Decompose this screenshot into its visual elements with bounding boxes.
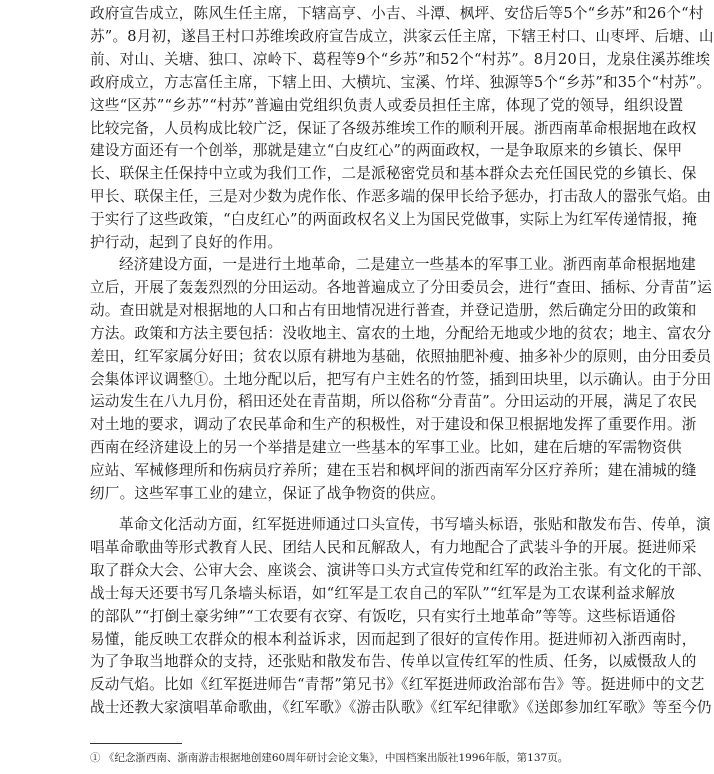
footnote: ① 《纪念浙西南、浙南游击根据地创建60周年研讨会论文集》，中国档案出版社1996年版，第137页。 [90,752,569,764]
paragraph-line: 护行动，起到了良好的作用。 [90,234,283,251]
paragraph-line: 对土地的要求，调动了农民革命和生产的积极性，对于建设和保卫根据地发挥了重要作用。浙 [90,416,697,434]
paragraph-line: 纫厂。这些军事工业的建立，保证了战争物资的供应。 [90,485,446,502]
paragraph-line: 建设方面还有一个创举，那就是建立“白皮红心”的两面政权，一是争取原来的乡镇长、保甲 [90,142,683,160]
paragraph-line: 易懂，能反映工农群众的根本利益诉求，因而起到了很好的宣传作用。挺进师初入浙西南时， [90,630,697,648]
paragraph-line: 西南在经济建设上的另一个举措是建立一些基本的军事工业。比如，建在后塘的军需物资供 [90,439,682,457]
paragraph-line: 差田，红军家属分好田；贫农以原有耕地为基础，依照抽肥补瘦、抽多补少的原则，由分田委员 [90,347,712,365]
paragraph-line: 取了群众大会、公审大会、座谈会、演讲等口头方式宣传党和红军的政治主张。有文化的干部、 [90,561,712,579]
paragraph-line: 长、联保主任保持中立或为我们工作，二是派秘密党员和基本群众去充任国民党的乡镇长、保 [90,165,697,183]
paragraph-line: 政府成立，方志富任主席，下辖上田、大横坑、宝溪、竹垟、独源等5个“乡苏”和35个“村苏”。 [90,73,712,91]
paragraph-line: 甲长、联保主任，三是对少数为虎作伥、作恶多端的保甲长给予惩办，打击敌人的嚣张气焰。由 [90,188,712,206]
paragraph-line: 比较完备，人员构成比较广泛，保证了各级苏维埃工作的顺利开展。浙西南革命根据地在政权 [90,119,697,137]
paragraph-line: 反动气焰。比如《红军挺进师告“青帮”第兄书》《红军挺进师政治部布告》等。挺进师中的文艺 [90,676,705,694]
paragraph-line: 前、对山、关塘、独口、凉岭下、葛程等9个“乡苏”和52个“村苏”。8月20日，龙泉住溪苏维埃 [90,50,711,68]
paragraph-line: 为了争取当地群众的支持，还张贴和散发布告、传单以宣传红军的性质、任务，以威慑敌人的 [90,653,697,671]
paragraph-line: 立后，开展了轰轰烈烈的分田运动。各地普遍成立了分田委员会，进行“查田、插标、分青苗”运 [90,278,712,296]
paragraph-line: 经济建设方面，一是进行土地革命，二是建立一些基本的军事工业。浙西南革命根据地建 [119,256,696,273]
paragraph-line: 方法。政策和方法主要包括：没收地主、富农的土地，分配给无地或少地的贫农；地主、富农分 [90,324,712,342]
paragraph-line: 战士每天还要书写几条墙头标语，如“红军是工农自己的军队”“红军是为工农谋利益求解放 [90,584,676,602]
paragraph-line: 于实行了这些政策，“白皮红心”的两面政权名义上为国民党做事，实际上为红军传递情报，掩 [90,211,698,229]
paragraph-line: 战士还教大家演唱革命歌曲，《红军歌》《游击队歌》《红军纪律歌》《送郎参加红军歌》等至今仍 [90,699,712,717]
paragraph-line: 会集体评议调整①。土地分配以后，把写有户主姓名的竹签，插到田块里，以示确认。由于分田 [90,370,712,388]
paragraph-line: 这些“区苏”“乡苏”“村苏”普遍由党组织负责人或委员担任主席，体现了党的领导，组织设置 [90,96,684,114]
paragraph-line: 应站、军械修理所和伤病员疗养所；建在玉岩和枫坪间的浙西南军分区疗养所；建在浦城的缝 [90,462,697,480]
paragraph-line: 革命文化活动方面，红军挺进师通过口头宣传，书写墙头标语，张贴和散发布告、传单，演 [119,516,711,533]
paragraph-line: 唱革命歌曲等形式教育人民、团结人民和瓦解敌人，有力地配合了武装斗争的开展。挺进师采 [90,538,697,556]
footnote-divider [90,743,182,744]
paragraph-line: 苏”。8月初，遂昌王村口苏维埃政府宣告成立，洪家云任主席，下辖王村口、山枣坪、后塘、山 [90,27,714,45]
paragraph-line: 动。查田就是对根据地的人口和占有田地情况进行普查，并登记造册，然后确定分田的政策和 [90,301,697,319]
paragraph-line: 政府宣告成立，陈风生任主席，下辖高亨、小吉、斗潭、枫坪、安岱后等5个“乡苏”和26个“村 [90,5,704,22]
paragraph-line: 运动发生在八九月份，稻田还处在青苗期，所以俗称“分青苗”。分田运动的开展，满足了农民 [90,393,698,411]
paragraph-line: 的部队”“打倒土豪劣绅”“工农要有衣穿、有饭吃，只有实行土地革命”等等。这些标语通俗 [90,607,676,625]
